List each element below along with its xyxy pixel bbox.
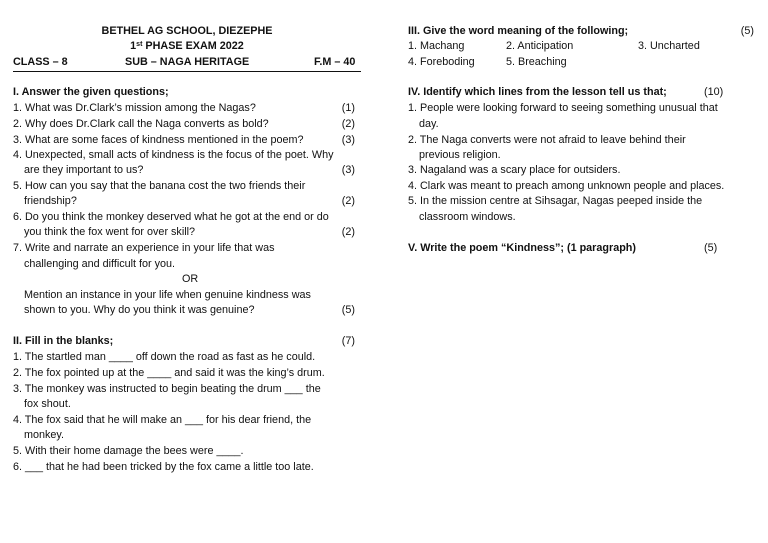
section-4-marks: (10)	[704, 86, 724, 98]
question-5: 5. How can you say that the banana cost the two friends their	[13, 180, 306, 192]
section-5-title: V. Write the poem “Kindness”; (1 paragraph)	[408, 242, 636, 254]
section-5-marks: (5)	[704, 242, 718, 254]
line-1-cont: day.	[419, 118, 439, 130]
word-5: 5. Breaching	[506, 56, 567, 68]
line-5: 5. In the mission centre at Sihsagar, Nagas peeped inside the	[408, 195, 703, 207]
question-5-cont: friendship?	[24, 195, 77, 207]
line-2-cont: previous religion.	[419, 149, 501, 161]
blank-3: 3. The monkey was instructed to begin beating the drum ___ the	[13, 383, 321, 395]
question-3-marks: (3)	[341, 134, 355, 146]
line-5-cont: classroom windows.	[419, 211, 516, 223]
line-4: 4. Clark was meant to preach among unknown people and places.	[408, 180, 725, 192]
class-label: CLASS – 8	[13, 56, 68, 68]
question-7-alt-cont: shown to you. Why do you think it was genuine?	[24, 304, 255, 316]
question-7-alt: Mention an instance in your life when genuine kindness was	[24, 289, 311, 301]
question-7: 7. Write and narrate an experience in your life that was	[13, 242, 275, 254]
blank-6: 6. ___ that he had been tricked by the fox came a little too late.	[13, 461, 314, 473]
question-1-marks: (1)	[341, 102, 355, 114]
word-2: 2. Anticipation	[506, 40, 574, 52]
or-label: OR	[182, 273, 199, 285]
word-1: 1. Machang	[408, 40, 465, 52]
question-3: 3. What are some faces of kindness mentioned in the poem?	[13, 134, 304, 146]
line-3: 3. Nagaland was a scary place for outsiders.	[408, 164, 621, 176]
question-2: 2. Why does Dr.Clark call the Naga converts as bold?	[13, 118, 269, 130]
section-1-title: I. Answer the given questions;	[13, 86, 169, 98]
word-4: 4. Foreboding	[408, 56, 475, 68]
question-6-marks: (2)	[341, 226, 355, 238]
question-6-cont: you think the fox went for over skill?	[24, 226, 196, 238]
word-3: 3. Uncharted	[638, 40, 700, 52]
school-name: BETHEL AG SCHOOL, DIEZEPHE	[101, 25, 273, 37]
line-2: 2. The Naga converts were not afraid to leave behind their	[408, 134, 686, 146]
section-3-title: III. Give the word meaning of the following;	[408, 25, 629, 37]
question-4: 4. Unexpected, small acts of kindness is the focus of the poet. Why	[13, 149, 334, 161]
blank-5: 5. With their home damage the bees were ____.	[13, 445, 244, 457]
question-7-cont: challenging and difficult for you.	[24, 258, 176, 270]
header-divider	[13, 71, 361, 72]
subject-label: SUB – NAGA HERITAGE	[125, 56, 250, 68]
question-1: 1. What was Dr.Clark’s mission among the Nagas?	[13, 102, 256, 114]
question-4-cont: are they important to us?	[24, 164, 144, 176]
section-4-title: IV. Identify which lines from the lesson tell us that;	[408, 86, 667, 98]
full-marks-label: F.M – 40	[314, 56, 356, 68]
exam-title: 1st PHASE EXAM 2022	[130, 40, 244, 52]
line-1: 1. People were looking forward to seeing something unusual that	[408, 102, 718, 114]
question-6: 6. Do you think the monkey deserved what he got at the end or do	[13, 211, 329, 223]
blank-3-cont: fox shout.	[24, 398, 71, 410]
section-3-marks: (5)	[740, 25, 754, 37]
blank-4: 4. The fox said that he will make an ___ for his dear friend, the	[13, 414, 312, 426]
question-5-marks: (2)	[341, 195, 355, 207]
blank-2: 2. The fox pointed up at the ____ and said it was the king’s drum.	[13, 367, 325, 379]
blank-1: 1. The startled man ____ off down the road as fast as he could.	[13, 351, 316, 363]
blank-4-cont: monkey.	[24, 429, 65, 441]
section-2-title: II. Fill in the blanks;	[13, 335, 114, 347]
question-4-marks: (3)	[341, 164, 355, 176]
question-7-marks: (5)	[341, 304, 355, 316]
question-2-marks: (2)	[341, 118, 355, 130]
section-2-marks: (7)	[341, 335, 355, 347]
